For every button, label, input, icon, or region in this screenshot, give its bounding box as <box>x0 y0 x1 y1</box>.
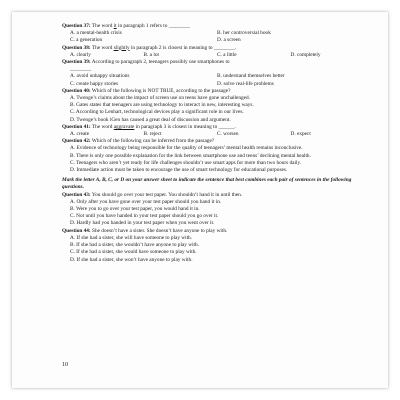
question-43: Question 43: You should go over your test paper. You shouldn’t hand it in until then. <box>62 191 243 198</box>
option-a: A. clearly <box>70 51 91 58</box>
document-page <box>12 12 388 388</box>
options-row <box>62 81 364 88</box>
option-a: A. a mental-health crisis <box>70 30 122 37</box>
question-label: Question 44: <box>62 227 91 234</box>
option-d: D. If she had a sister, she won’t have anyone to play with. <box>70 256 193 263</box>
options-row <box>62 37 364 44</box>
option-d: D. a screen <box>217 37 241 44</box>
underlined-word: it <box>113 23 117 29</box>
option-d: D. completely <box>290 51 321 58</box>
option-b: B. There is only one possible explanation for the link between smartphone use and teens’ declining mental health. <box>70 152 311 159</box>
question-blank: ________ <box>70 66 92 73</box>
question-41: Question 41: The word aggravate in paragraph 3 is closest in meaning to ______. <box>62 123 236 130</box>
option-d: D. Immediate action must be taken to encourage the use of smart technology for educational purposes. <box>70 167 288 174</box>
question-label: Question 43: <box>62 191 91 198</box>
option-d: D. Hardly had you handed in your test paper when you went over it. <box>70 220 215 227</box>
option-a: A. Evidence of technology being responsible for the quality of teenagers’ mental health remains inconclusive. <box>70 145 303 152</box>
option-c: C. Not until you have handed in your test paper should you go over it. <box>70 213 219 220</box>
underlined-word: aggravate <box>113 123 135 130</box>
option-d: D. Twenge’s book iGen has caused a great deal of discussion and argument. <box>70 116 231 123</box>
question-38: Question 38: The word slightly in paragraph 2 is closest in meaning to ________. <box>62 44 237 51</box>
question-37: Question 37: The word it in paragraph 1 refers to ________ <box>62 23 190 29</box>
underlined-word: slightly <box>113 44 130 51</box>
option-c: C. If she had a sister, she would have someone to play with. <box>70 249 197 256</box>
option-b: B. Were you to go over your test paper, you would hand it in. <box>70 206 200 213</box>
option-a: A. If she had a sister, she will have someone to play with. <box>70 234 193 241</box>
option-a: A. avoid unhappy situations <box>70 73 130 80</box>
question-label: Question 40: <box>62 87 91 94</box>
question-44: Question 44: She doesn’t have a sister. She doesn’t have anyone to play with. <box>62 227 228 234</box>
option-b: B. her controversial book <box>217 30 271 37</box>
option-c: C. According to Lenhart, technological devices play a significant role in our lives. <box>70 109 244 116</box>
option-d: D. solve real-life problems <box>217 80 274 87</box>
question-label: Question 42: <box>62 138 91 145</box>
question-label: Question 41: <box>62 123 91 130</box>
option-b: B. reject <box>143 131 162 138</box>
options-row <box>62 52 364 59</box>
question-label: Question 37: <box>62 23 91 29</box>
option-c: C. a generation <box>70 37 103 44</box>
option-b: B. If she had a sister, she wouldn’t have anyone to play with. <box>70 242 199 249</box>
question-40: Question 40: Which of the following is NOT TRUE, according to the passage? <box>62 87 231 94</box>
page-number: 10 <box>62 362 68 368</box>
option-c: C. create happy stories <box>70 80 119 87</box>
option-a: A. create <box>70 131 90 138</box>
question-42: Question 42: Which of the following can be inferred from the passage? <box>62 138 215 145</box>
section-instruction: Mark the letter A, B, C, or D on your answer sheet to indicate the sentence that best combines each pair of sentences in the following questions. <box>62 177 352 191</box>
option-d: D. expect <box>290 131 311 138</box>
question-label: Question 38: <box>62 44 91 51</box>
question-39: Question 39: According to paragraph 2, teenagers possibly use smartphones to <box>62 59 230 66</box>
options-row <box>62 30 364 37</box>
question-label: Question 39: <box>62 59 91 66</box>
option-c: C. worsen <box>217 131 239 138</box>
option-b: B. understand themselves better <box>217 73 285 80</box>
option-a: A. Only after you have gone over your test paper should you hand it in. <box>70 198 222 205</box>
option-c: C. a little <box>217 51 237 58</box>
options-row <box>62 73 364 80</box>
page-content <box>62 23 364 264</box>
option-b: B. Gates states that teenagers are using technology to interact in new, interesting ways. <box>70 102 254 109</box>
option-a: A. Twenge’s claims about the impact of screen use on teens have gone unchallenged. <box>70 95 251 102</box>
option-b: B. a lot <box>143 51 159 58</box>
option-c: C. Teenagers who aren’t yet ready for life challenges shouldn’t use smart apps for more than two hours daily. <box>70 159 302 166</box>
